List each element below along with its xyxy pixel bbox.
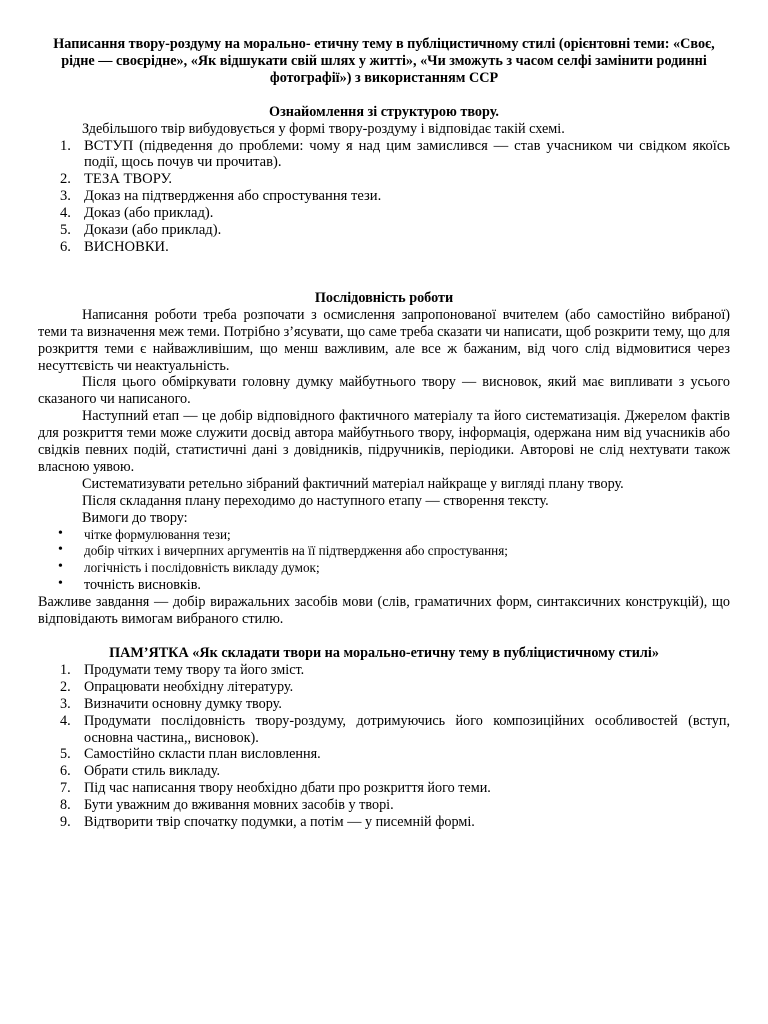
list-item: 6. ВИСНОВКИ. [60, 238, 169, 255]
sequence-paragraph: Написання роботи треба розпочати з осмислення запропонованої вчителем (або самостійно вибраної) теми та визначення меж теми. Потрібно з’ясувати, що саме треба сказати чи написати, щоб розкрити тему, що для розкриття теми є найважливішим, що менш важливим, але все ж бажаним, від чого слід відмовитися через несуттєвість чи неактуальність. [38, 306, 730, 374]
list-item: 3. Визначити основну думку твору. [60, 695, 282, 712]
list-item: 6. Обрати стиль викладу. [60, 763, 221, 780]
list-item: 2. ТЕЗА ТВОРУ. [60, 171, 173, 188]
sequence-paragraph: Після складання плану переходимо до наступного етапу — створення тексту. [82, 492, 549, 509]
requirements-list [38, 527, 730, 595]
sequence-heading: Послідовність роботи [314, 289, 454, 306]
sequence-closing: Важливе завдання — добір виражальних засобів мови (слів, граматичних форм, синтаксичних конструкцій), що відповідають вимогам вибраного стилю. [38, 594, 730, 628]
list-item: 8. Бути уважним до вживання мовних засобів у творі. [60, 797, 394, 814]
structure-intro: Здебільшого твір вибудовується у формі твору-роздуму і відповідає такій схемі. [82, 120, 565, 137]
list-item: • логічність і послідовність викладу думок; [58, 559, 320, 576]
memo-list [38, 662, 730, 831]
bullet-icon: • [58, 559, 63, 575]
structure-heading: Ознайомлення зі структурою твору. [269, 103, 499, 120]
bullet-icon: • [58, 525, 63, 541]
sequence-paragraph: Систематизувати ретельно зібраний фактичний матеріал найкраще у вигляді плану твору. [82, 475, 624, 492]
list-item: • добір чітких і вичерпних аргументів на її підтвердження або спростування; [58, 542, 508, 559]
structure-list [38, 138, 730, 256]
document-page [38, 36, 730, 831]
list-item: 9. Відтворити твір спочатку подумки, а потім — у писемній формі. [60, 814, 475, 831]
list-item: 5. Докази (або приклад). [60, 222, 222, 239]
bullet-icon: • [58, 576, 63, 592]
list-item: 3. Доказ на підтвердження або спростування тези. [60, 188, 382, 205]
list-item: 2. Опрацювати необхідну літературу. [60, 678, 294, 695]
bullet-icon: • [58, 542, 63, 558]
requirements-label: Вимоги до твору: [82, 509, 188, 526]
list-item: • чітке формулювання тези; [58, 525, 231, 542]
list-item: 1. ВСТУП (підведення до проблеми: чому я над цим замислився — став учасником чи свідком якоїсь події, щось почув чи прочитав). [60, 137, 730, 171]
sequence-paragraph: Після цього обміркувати головну думку майбутнього твору — висновок, який має випливати з усього сказаного чи написаного. [38, 374, 730, 408]
list-item: 5. Самостійно скласти план висловлення. [60, 746, 321, 763]
list-item: 7. Під час написання твору необхідно дбати про розкриття його теми. [60, 780, 491, 797]
sequence-paragraph: Наступний етап — це добір відповідного фактичного матеріалу та його систематизація. Джерелом фактів для розкриття теми може служити досвід автора майбутнього твору, інформація, одержана ним від учасників або свідків певних подій, статистичні дані з довідників, підручників, періодики. Авторові не слід нехтувати також власною уявою. [38, 408, 730, 475]
memo-heading: ПАМ’ЯТКА «Як складати твори на морально-етичну тему в публіцистичному стилі» [109, 645, 659, 661]
list-item: 4. Доказ (або приклад). [60, 205, 214, 222]
document-title: Написання твору-роздуму на морально- етичну тему в публіцистичному стилі (орієнтовні теми: «Своє, рідне — своєрідне», «Як відшукати свій шлях у житті», «Чи зможуть з часом селфі замінити родинні фотографії») з використанням ССР [53, 36, 715, 86]
list-item: 1. Продумати тему твору та його зміст. [60, 661, 305, 678]
list-item: • точність висновків. [58, 576, 201, 594]
list-item: 4. Продумати послідовність твору-роздуму, дотримуючись його композиційних особливостей (вступ, основна частина,, висновок). [60, 712, 730, 746]
